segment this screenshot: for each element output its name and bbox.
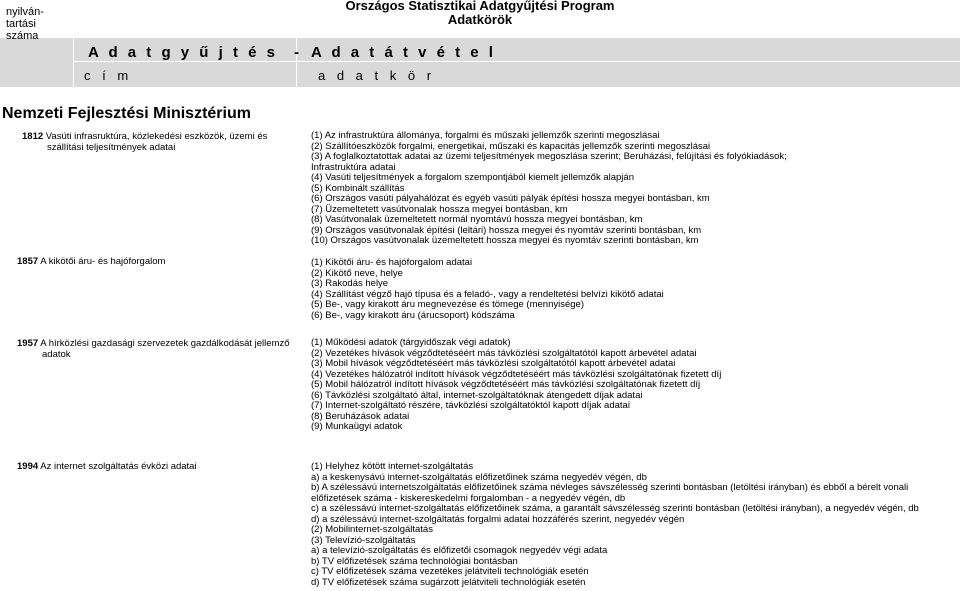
list-item: (6) Országos vasúti pályahálózat és egyéb vasúti pályák építési hossza megyei bontásban, km: [311, 193, 710, 204]
header-adatatvetel: A d a t á t v é t e l: [311, 44, 496, 61]
list-item: (1) Helyhez kötött internet-szolgáltatás: [311, 461, 474, 472]
row-title: 1994 Az internet szolgáltatás évközi adatai: [17, 461, 197, 472]
list-item: (2) Szállítóeszközök forgalmi, energetikai, műszaki és kapacitás jellemzők szerinti megoszlásai: [311, 140, 711, 152]
header-nyilvantartasi-szama: nyilván- tartási száma: [6, 6, 44, 42]
header-divider: [73, 38, 74, 87]
header-dash: -: [294, 44, 302, 61]
list-item: (3) Televízió-szolgáltatás: [311, 534, 416, 546]
list-item: (8) Beruházások adatai: [311, 410, 410, 422]
list-item: (6) Be-, vagy kirakott áru (árucsoport) kódszáma: [311, 309, 515, 321]
list-item: c) a szélessávú internet-szolgáltatás előfizetőinek száma, a garantált sávszélesség szerinti bontásban (letöltési irányban), a negyedév végén, db: [311, 503, 919, 514]
header-divider: [73, 61, 960, 62]
list-item: (2) Vezetékes hívások végződtetéséért más távközlési szolgáltatótól kapott árbevétel adatai: [311, 347, 697, 359]
list-item: b) A szélessávú internetszolgáltatás előfizetőinek száma névleges sávszélesség szerinti bontásban (letöltési irányban) és ebből a bérelt vonali: [311, 482, 909, 493]
header-adatgyujtes: A d a t g y ű j t é s: [88, 44, 278, 61]
list-item: d) a szélessávú internet-szolgáltatás forgalmi adatai hozzáférés szerint, negyedév végén: [311, 513, 685, 525]
list-item: (4) Szállítást végző hajó típusa és a feladó-, vagy a rendeltetési belvízi kikötő adatai: [311, 288, 664, 300]
row-items: [311, 131, 959, 247]
list-item: d) TV előfizetések száma sugárzott jelátviteli technológiák esetén: [311, 576, 586, 588]
list-item: b) TV előfizetések száma technológiai bontásban: [311, 555, 518, 567]
page-title: Országos Statisztikai Adatgyűjtési Program: [345, 0, 615, 13]
page-subtitle: Adatkörök: [447, 12, 513, 27]
row-title: 1857 A kikötői áru- és hajóforgalom: [17, 256, 166, 267]
list-item: (2) Kikötő neve, helye: [311, 267, 403, 279]
list-item: Infrastruktúra adatai: [311, 161, 396, 173]
row-title: 1957 A hírközlési gazdasági szervezetek gazdálkodását jellemző adatok: [17, 338, 290, 360]
list-item: (8) Vasútvonalak üzemeltetett normál nyomtávú hossza megyei bontásban, km: [311, 214, 643, 225]
list-item: (3) Rakodás helye: [311, 278, 389, 289]
list-item: (10) Országos vasútvonalak üzemeltetett hossza megyei és nyomtáv szerinti bontásban, km: [311, 235, 699, 246]
row-items: [311, 338, 959, 433]
ministry-name: Nemzeti Fejlesztési Minisztérium: [2, 105, 251, 122]
row-title: 1812 Vasúti infrasruktúra, közlekedési eszközök, üzemi és szállítási teljesítmények adatai: [22, 131, 268, 153]
header-cim: c í m: [84, 68, 133, 83]
list-item: (3) A foglalkoztatottak adatai az üzemi teljesítmények megoszlása szerint; Beruházási, felújítási és folyókiadások;: [311, 151, 787, 162]
list-item: (1) Működési adatok (tárgyidőszak végi adatok): [311, 337, 511, 348]
row-items: [311, 462, 959, 588]
list-item: (3) Mobil hívások végződtetéséért más távközlési szolgáltatótól kapott árbevétel adatai: [311, 358, 676, 369]
list-item: c) TV előfizetések száma vezetékes jelátviteli technológiák esetén: [311, 566, 589, 577]
list-item: a) a keskenysávú internet-szolgáltatás előfizetőinek száma negyedév végén, db: [311, 471, 647, 483]
list-item: (7) Internet-szolgáltató részére, távközlési szolgáltatóktól kapott díjak adatai: [311, 400, 630, 411]
list-item: (6) Távközlési szolgáltató által, internet-szolgáltatóknak átengedett díjak adatai: [311, 389, 643, 401]
list-item: (1) Az infrastruktúra állománya, forgalmi és műszaki jellemzők szerinti megoszlásai: [311, 130, 660, 141]
list-item: a) a televízió-szolgáltatás és előfizetői csomagok negyedév végi adata: [311, 545, 608, 556]
list-item: (2) Mobilinternet-szolgáltatás: [311, 524, 433, 535]
list-item: (9) Országos vasútvonalak építési (leltári) hossza megyei és nyomtáv szerinti bontásban, km: [311, 224, 702, 236]
list-item: (1) Kikötői áru- és hajóforgalom adatai: [311, 257, 473, 268]
list-item: (4) Vasúti teljesítmények a forgalom szempontjából kiemelt jellemzők alapján: [311, 172, 634, 183]
list-item: (7) Üzemeltetett vasútvonalak hossza megyei bontásban, km: [311, 203, 568, 215]
list-item: előfizetések száma - kiskereskedelmi forgalomban - a negyedév végén, db: [311, 492, 626, 504]
list-item: (5) Mobil hálózatról indított hívások végződtetéséért más távközlési szolgáltatónak fizetett díj: [311, 379, 701, 390]
header-adatkor: a d a t k ö r: [318, 68, 436, 83]
list-item: (5) Be-, vagy kirakott áru megnevezése és tömege (mennyisége): [311, 299, 584, 310]
list-item: (5) Kombinált szállítás: [311, 182, 405, 194]
list-item: (4) Vezetékes hálózatról indított hívások végződtetéséért más távközlési szolgáltatónak fizetett díj: [311, 368, 722, 380]
row-items: [311, 258, 959, 321]
list-item: (9) Munkaügyi adatok: [311, 421, 403, 432]
